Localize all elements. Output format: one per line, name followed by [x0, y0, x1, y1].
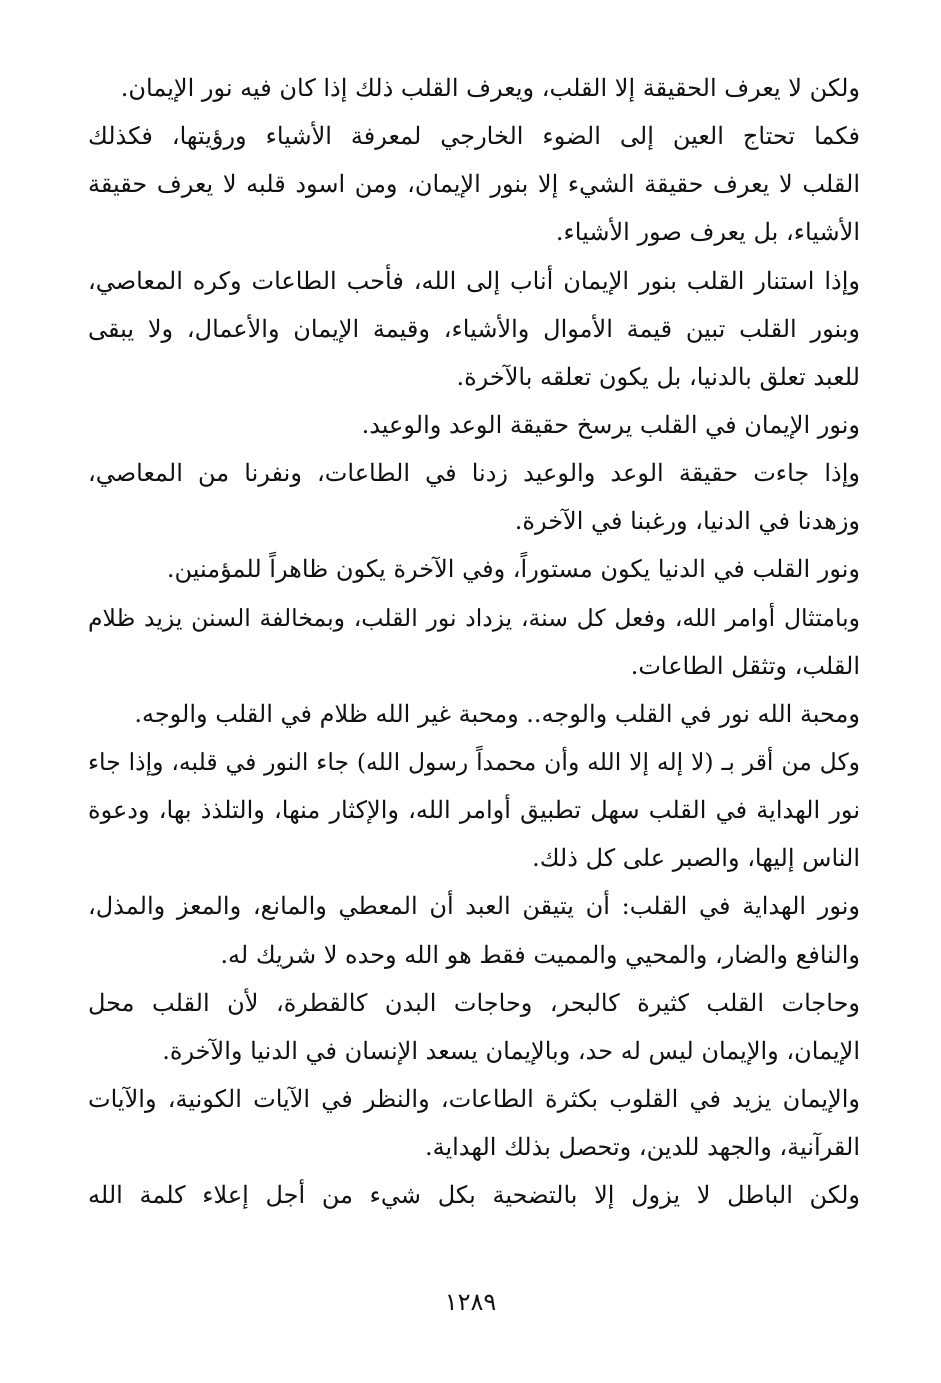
text-line: وإذا استنار القلب بنور الإيمان أناب إلى الله، فأحب الطاعات وكره المعاصي،: [88, 266, 860, 295]
text-line: وبنور القلب تبين قيمة الأموال والأشياء، وقيمة الإيمان والأعمال، ولا يبقى: [88, 314, 860, 343]
text-line: نور الهداية في القلب سهل تطبيق أوامر الله، والإكثار منها، والتلذذ بها، ودعوة: [88, 796, 860, 825]
text-line: ونور القلب في الدنيا يكون مستوراً، وفي الآخرة يكون ظاهراً للمؤمنين.: [166, 555, 860, 584]
text-line: والنافع والضار، والمحيي والمميت فقط هو الله وحده لا شريك له.: [220, 940, 860, 969]
text-line: وبامتثال أوامر الله، وفعل كل سنة، يزداد نور القلب، وبمخالفة السنن يزيد ظلام: [88, 603, 860, 632]
text-line: القلب، وتثقل الطاعات.: [630, 651, 860, 680]
text-line: وحاجات القلب كثيرة كالبحر، وحاجات البدن كالقطرة، لأن القلب محل: [88, 988, 860, 1017]
text-line: وإذا جاءت حقيقة الوعد والوعيد زدنا في الطاعات، ونفرنا من المعاصي،: [88, 459, 860, 488]
text-line: ومحبة الله نور في القلب والوجه.. ومحبة غير الله ظلام في القلب والوجه.: [134, 699, 860, 728]
text-line: القرآنية، والجهد للدين، وتحصل بذلك الهداية.: [424, 1133, 860, 1162]
text-line: ونور الإيمان في القلب يرسخ حقيقة الوعد والوعيد.: [361, 410, 860, 439]
text-line: ولكن لا يعرف الحقيقة إلا القلب، ويعرف القلب ذلك إذا كان فيه نور الإيمان.: [120, 74, 860, 102]
page-number: ١٢٨٩: [444, 1288, 497, 1316]
text-line: والإيمان يزيد في القلوب بكثرة الطاعات، والنظر في الآيات الكونية، والآيات: [88, 1084, 860, 1113]
text-line: فكما تحتاج العين إلى الضوء الخارجي لمعرفة الأشياء ورؤيتها، فكذلك: [88, 122, 860, 151]
text-line: ونور الهداية في القلب: أن يتيقن العبد أن المعطي والمانع، والمعز والمذل،: [88, 892, 860, 921]
text-line: ولكن الباطل لا يزول إلا بالتضحية بكل شيء من أجل إعلاء كلمة الله: [88, 1181, 860, 1210]
text-line: وكل من أقر بـ (لا إله إلا الله وأن محمداً رسول الله) جاء النور في قلبه، وإذا جاء: [88, 747, 860, 776]
text-line: للعبد تعلق بالدنيا، بل يكون تعلقه بالآخرة.: [456, 362, 860, 391]
text-line: الناس إليها، والصبر على كل ذلك.: [532, 844, 860, 873]
text-line: الأشياء، بل يعرف صور الأشياء.: [555, 218, 860, 247]
text-line: وزهدنا في الدنيا، ورغبنا في الآخرة.: [514, 507, 860, 536]
text-line: القلب لا يعرف حقيقة الشيء إلا بنور الإيمان، ومن اسود قلبه لا يعرف حقيقة: [88, 170, 860, 199]
body-text: [88, 64, 860, 1219]
text-line: الإيمان، والإيمان ليس له حد، وبالإيمان يسعد الإنسان في الدنيا والآخرة.: [162, 1036, 860, 1065]
